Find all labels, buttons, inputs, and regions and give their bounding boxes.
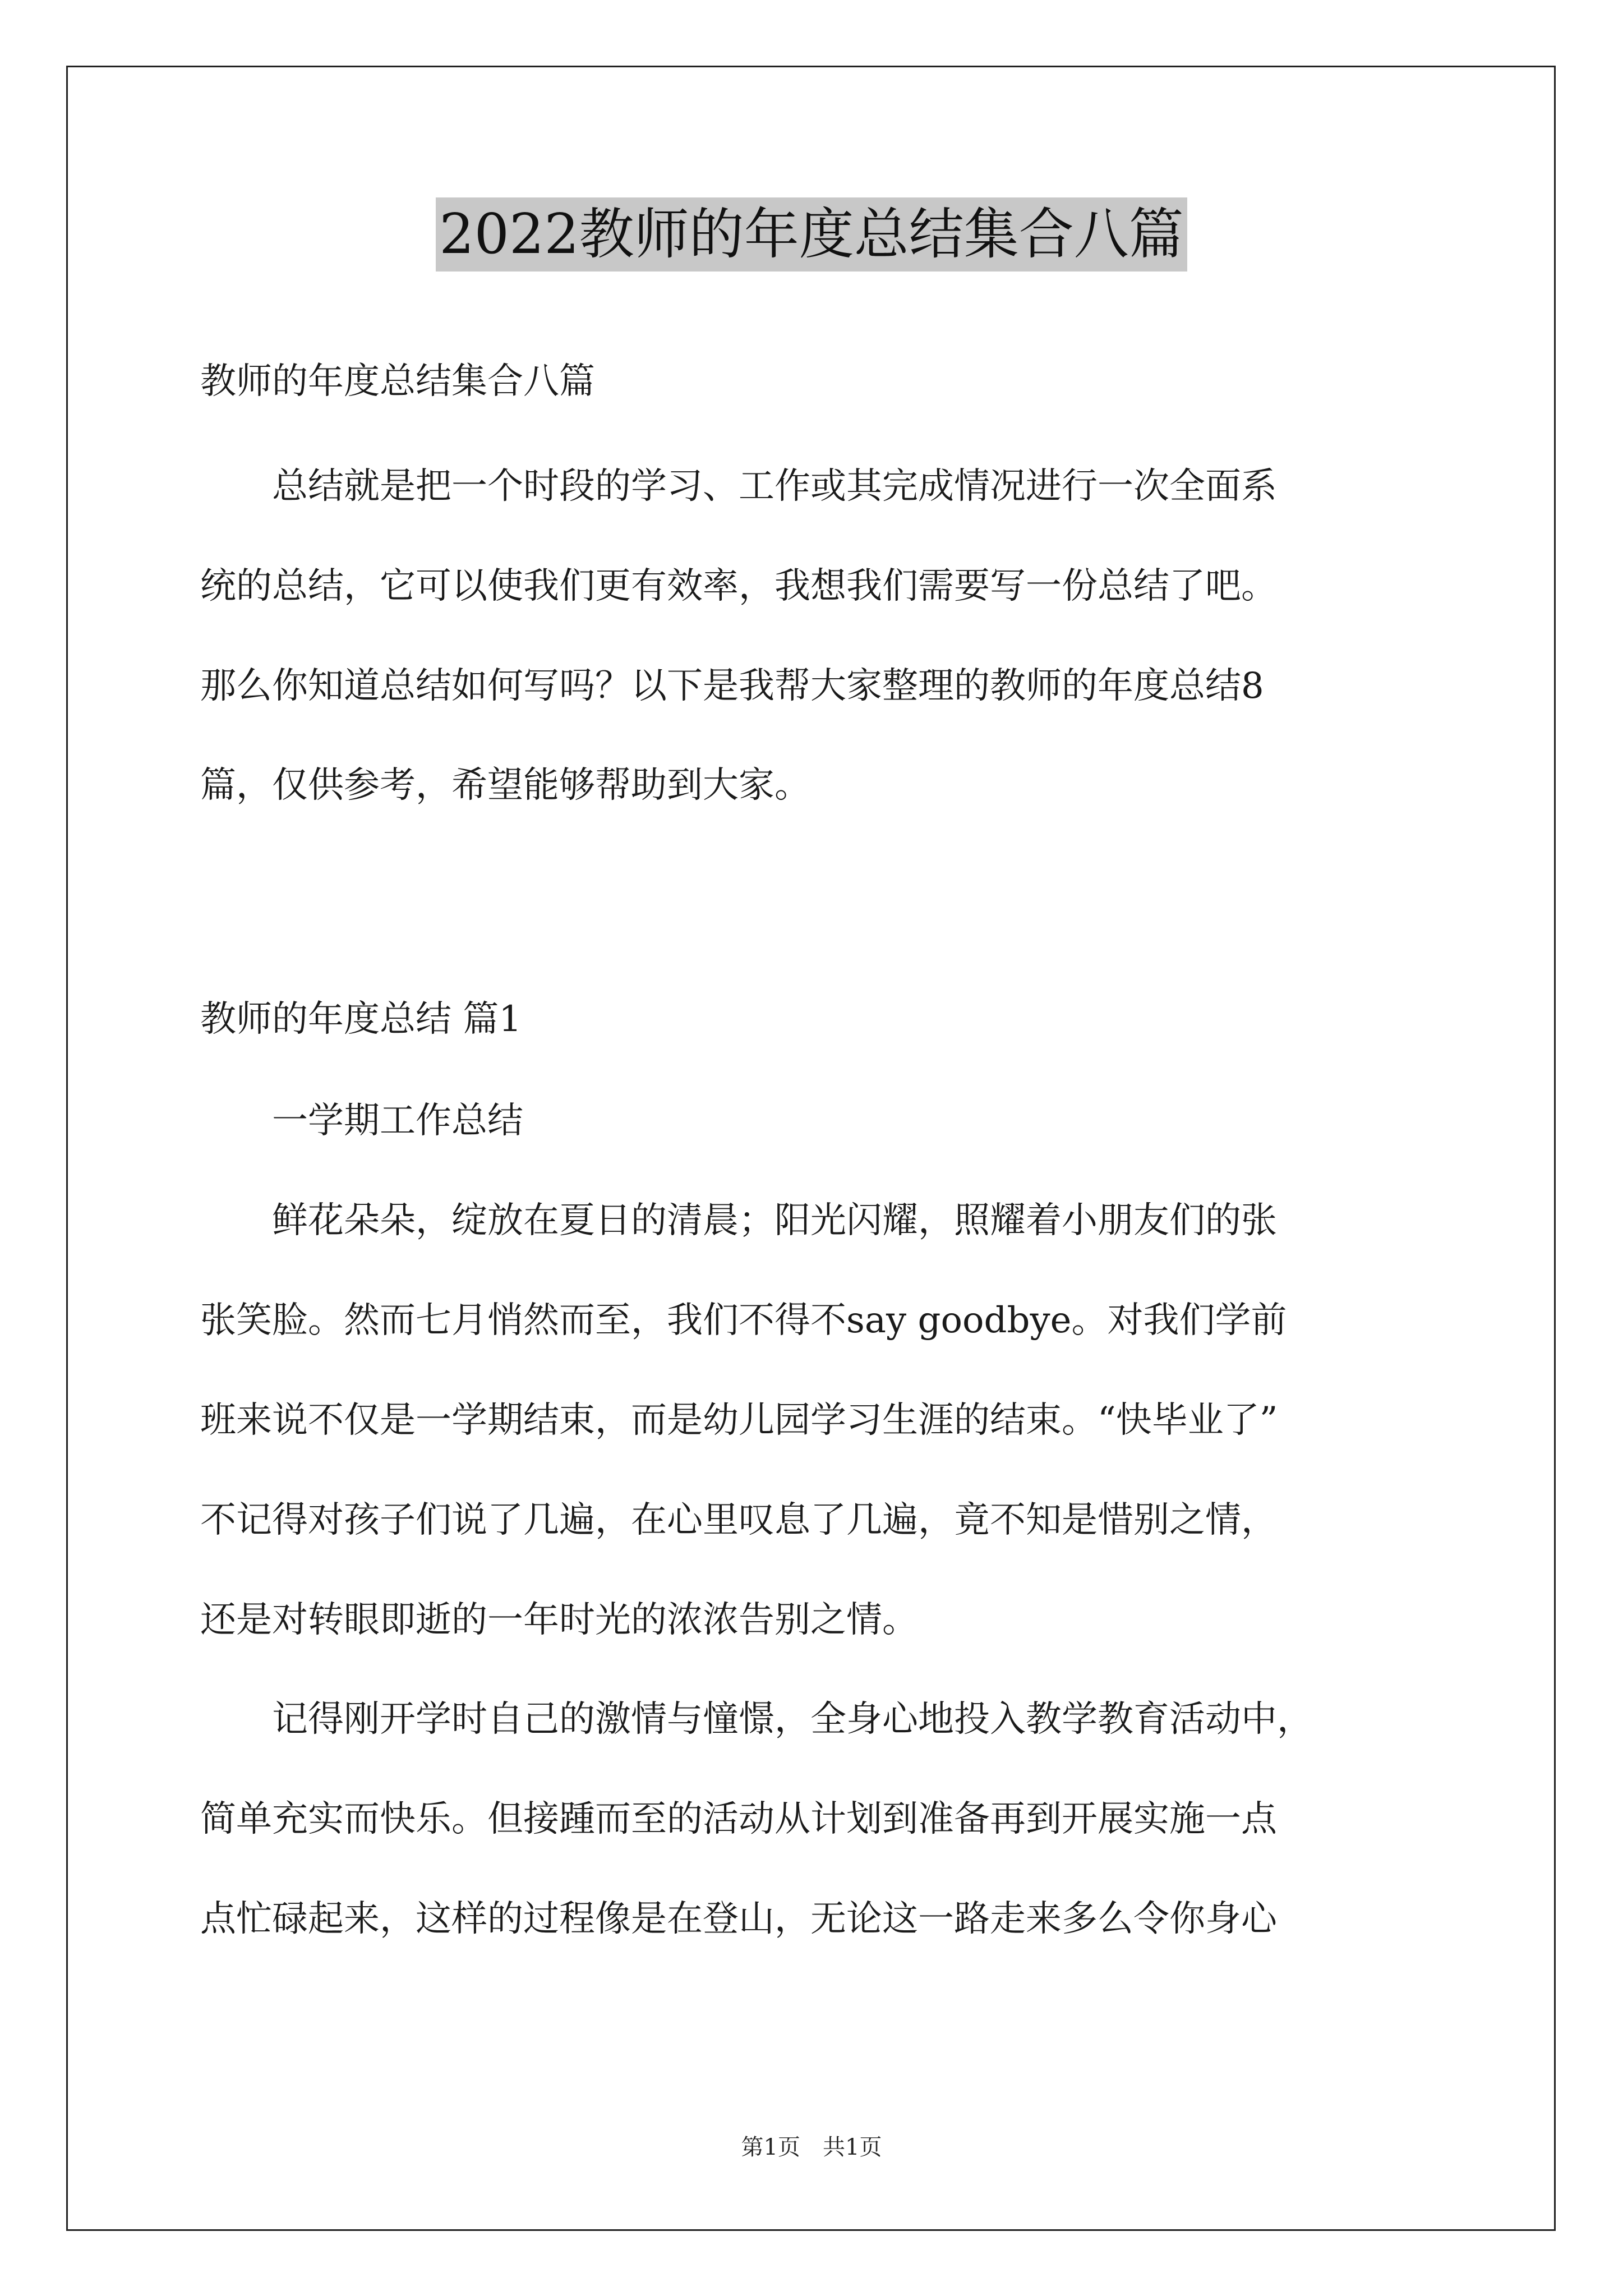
paragraph-line: 还是对转眼即逝的一年时光的浓浓告别之情。: [200, 1599, 918, 1641]
paragraph-line: 鲜花朵朵，绽放在夏日的清晨；阳光闪耀，照耀着小朋友们的张: [200, 1200, 1277, 1241]
paragraph-line: 统的总结，它可以使我们更有效率，我想我们需要写一份总结了吧。: [200, 565, 1277, 607]
page-footer: 第1页 共1页: [741, 2134, 882, 2160]
paragraph-line: 那么你知道总结如何写吗？以下是我帮大家整理的教师的年度总结8: [200, 665, 1264, 707]
paragraph-line: 点忙碌起来，这样的过程像是在登山，无论这一路走来多么令你身心: [200, 1898, 1277, 1940]
document-title: 2022教师的年度总结集合八篇: [436, 197, 1187, 272]
paragraph-line: 张笑脸。然而七月悄然而至，我们不得不say goodbye。对我们学前: [200, 1300, 1287, 1341]
paragraph-line: 简单充实而快乐。但接踵而至的活动从计划到准备再到开展实施一点: [200, 1798, 1277, 1840]
title-container: [0, 197, 1623, 272]
paragraph-line: 不记得对孩子们说了几遍，在心里叹息了几遍，竟不知是惜别之情，: [200, 1499, 1277, 1541]
section-heading: 教师的年度总结 篇1: [200, 999, 522, 1040]
paragraph-line: 一学期工作总结: [200, 1100, 523, 1142]
paragraph-line: 总结就是把一个时段的学习、工作或其完成情况进行一次全面系: [200, 466, 1277, 507]
paragraph-line: 篇，仅供参考，希望能够帮助到大家。: [200, 765, 810, 806]
document-subtitle: 教师的年度总结集合八篇: [200, 361, 595, 402]
paragraph-line: 记得刚开学时自己的激情与憧憬，全身心地投入教学教育活动中，: [200, 1699, 1313, 1740]
paragraph-line: 班来说不仅是一学期结束，而是幼儿园学习生涯的结束。“快毕业了”: [200, 1400, 1278, 1441]
